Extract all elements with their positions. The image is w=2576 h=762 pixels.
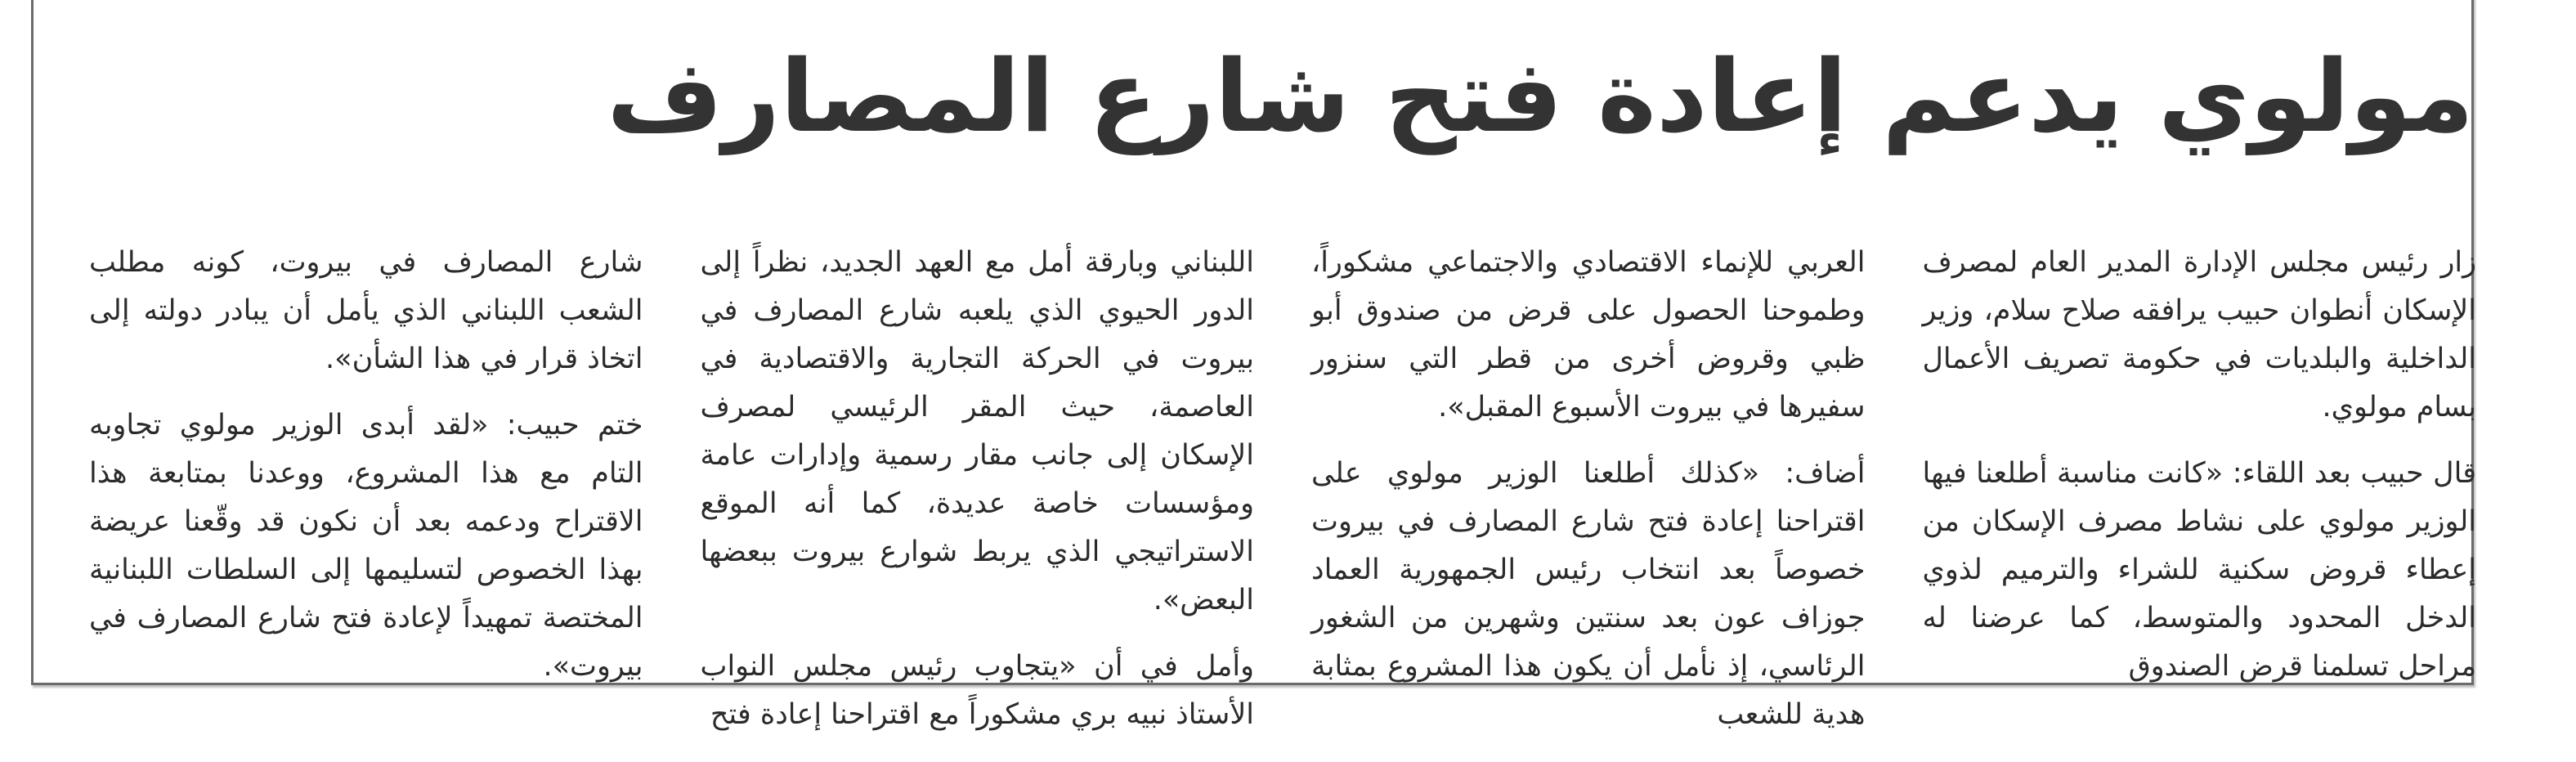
text-column-4 — [89, 239, 643, 739]
paragraph: قال حبيب بعد اللقاء: «كانت مناسبة أطلعنا فيها الوزير مولوي على نشاط مصرف الإسكان من إعطاء قروض سكنية للشراء والترميم لذوي الدخل المحدود والمتوسط، كما عرضنا له مراحل تسلمنا قرض الصندوق — [1922, 457, 2476, 683]
headline: مولوي يدعم إعادة فتح شارع المصارف — [607, 38, 2474, 155]
paragraph: زار رئيس مجلس الإدارة المدير العام لمصرف الإسكان أنطوان حبيب يرافقه صلاح سلام، وزير الداخلية والبلديات في حكومة تصريف الأعمال بسام مولوي. — [1922, 246, 2476, 424]
text-column-3 — [701, 239, 1255, 739]
article-body — [89, 239, 2476, 739]
paragraph: وأمل في أن «يتجاوب رئيس مجلس النواب الأستاذ نبيه بري مشكوراً مع اقتراحنا إعادة فتح — [700, 650, 1254, 731]
paragraph: ختم حبيب: «لقد أبدى الوزير مولوي تجاوبه التام مع هذا المشروع، ووعدنا بمتابعة هذا الاقتراح ودعمه بعد أن نكون قد وقّعنا عريضة بهذا الخصوص لتسليمها إلى السلطات اللبنانية المختصة تمهيداً لإعادة فتح شارع المصارف في بيروت». — [89, 409, 643, 683]
text-column-2 — [1311, 239, 1866, 739]
paragraph: شارع المصارف في بيروت، كونه مطلب الشعب اللبناني الذي يأمل أن يبادر دولته إلى اتخاذ قرار في هذا الشأن». — [89, 246, 643, 375]
paragraph: اللبناني وبارقة أمل مع العهد الجديد، نظراً إلى الدور الحيوي الذي يلعبه شارع المصارف في بيروت في الحركة التجارية والاقتصادية في العاصمة، حيث المقر الرئيسي لمصرف الإسكان إلى جانب مقار رسمية وإدارات عامة ومؤسسات خاصة عديدة، كما أنه الموقع الاستراتيجي الذي يربط شوارع بيروت ببعضها البعض». — [700, 246, 1254, 616]
paragraph: أضاف: «كذلك أطلعنا الوزير مولوي على اقتراحنا إعادة فتح شارع المصارف في بيروت خصوصاً بعد انتخاب رئيس الجمهورية العماد جوزاف عون بعد سنتين وشهرين من الشغور الرئاسي، إذ نأمل أن يكون هذا المشروع بمثابة هدية للشعب — [1311, 457, 1866, 731]
text-column-1 — [1923, 239, 2477, 739]
paragraph: العربي للإنماء الاقتصادي والاجتماعي مشكوراً، وطموحنا الحصول على قرض من صندوق أبو ظبي وقروض أخرى من قطر التي سنزور سفيرها في بيروت الأسبوع المقبل». — [1311, 246, 1866, 424]
